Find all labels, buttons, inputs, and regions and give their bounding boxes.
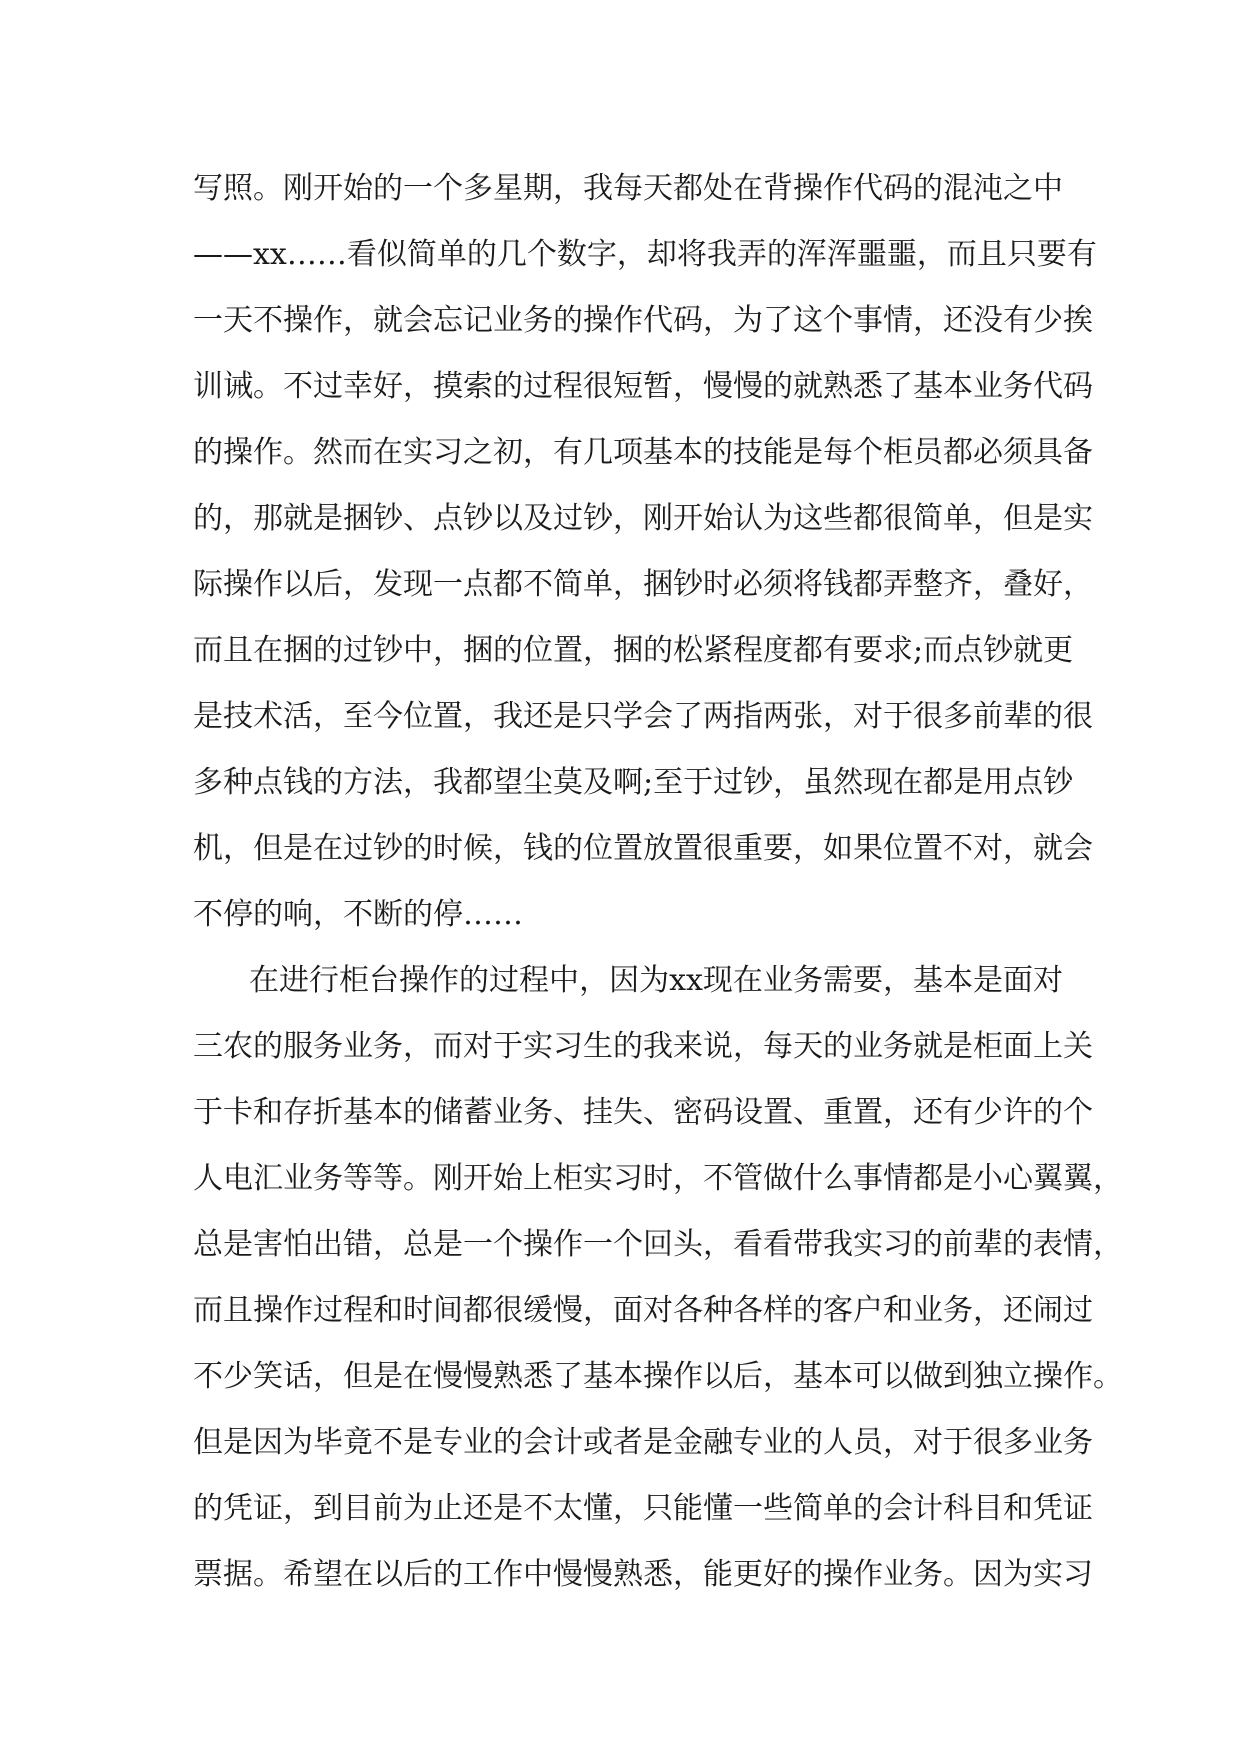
text-line: 写照。刚开始的一个多星期，我每天都处在背操作代码的混沌之中	[193, 171, 1063, 206]
text-line-last: 不停的响，不断的停……	[193, 897, 523, 932]
text-line: 三农的服务业务，而对于实习生的我来说，每天的业务就是柜面上关	[193, 1029, 1093, 1064]
text-line: 但是因为毕竟不是专业的会计或者是金融专业的人员，对于很多业务	[193, 1425, 1093, 1460]
text-line: 机，但是在过钞的时候，钱的位置放置很重要，如果位置不对，就会	[193, 831, 1093, 866]
text-line: 总是害怕出错，总是一个操作一个回头，看看带我实习的前辈的表情，	[193, 1227, 1123, 1262]
paragraph-1	[193, 156, 1097, 948]
text-line: 票据。希望在以后的工作中慢慢熟悉，能更好的操作业务。因为实习	[193, 1557, 1093, 1592]
text-line: 的操作。然而在实习之初，有几项基本的技能是每个柜员都必须具备	[193, 435, 1093, 470]
text-line: 的凭证，到目前为止还是不太懂，只能懂一些简单的会计科目和凭证	[193, 1491, 1093, 1526]
text-line: 际操作以后，发现一点都不简单，捆钞时必须将钱都弄整齐，叠好，	[193, 567, 1093, 602]
text-line-first: 在进行柜台操作的过程中，因为xx现在业务需要，基本是面对	[249, 963, 1063, 998]
text-line: 不少笑话，但是在慢慢熟悉了基本操作以后，基本可以做到独立操作。	[193, 1359, 1123, 1394]
text-line: 一天不操作，就会忘记业务的操作代码，为了这个事情，还没有少挨	[193, 303, 1093, 338]
paragraph-2	[193, 948, 1123, 1608]
text-line: 而且在捆的过钞中，捆的位置，捆的松紧程度都有要求;而点钞就更	[193, 633, 1074, 668]
text-line: 于卡和存折基本的储蓄业务、挂失、密码设置、重置，还有少许的个	[193, 1095, 1093, 1130]
text-line: ——xx……看似简单的几个数字，却将我弄的浑浑噩噩，而且只要有	[193, 237, 1097, 272]
text-line: 的，那就是捆钞、点钞以及过钞，刚开始认为这些都很简单，但是实	[193, 501, 1093, 536]
text-line: 训诫。不过幸好，摸索的过程很短暂，慢慢的就熟悉了基本业务代码	[193, 369, 1093, 404]
text-line: 是技术活，至今位置，我还是只学会了两指两张，对于很多前辈的很	[193, 699, 1093, 734]
body-text	[193, 156, 1123, 1608]
text-line: 人电汇业务等等。刚开始上柜实习时，不管做什么事情都是小心翼翼，	[193, 1161, 1123, 1196]
text-line: 多种点钱的方法，我都望尘莫及啊;至于过钞，虽然现在都是用点钞	[193, 765, 1074, 800]
text-line: 而且操作过程和时间都很缓慢，面对各种各样的客户和业务，还闹过	[193, 1293, 1093, 1328]
